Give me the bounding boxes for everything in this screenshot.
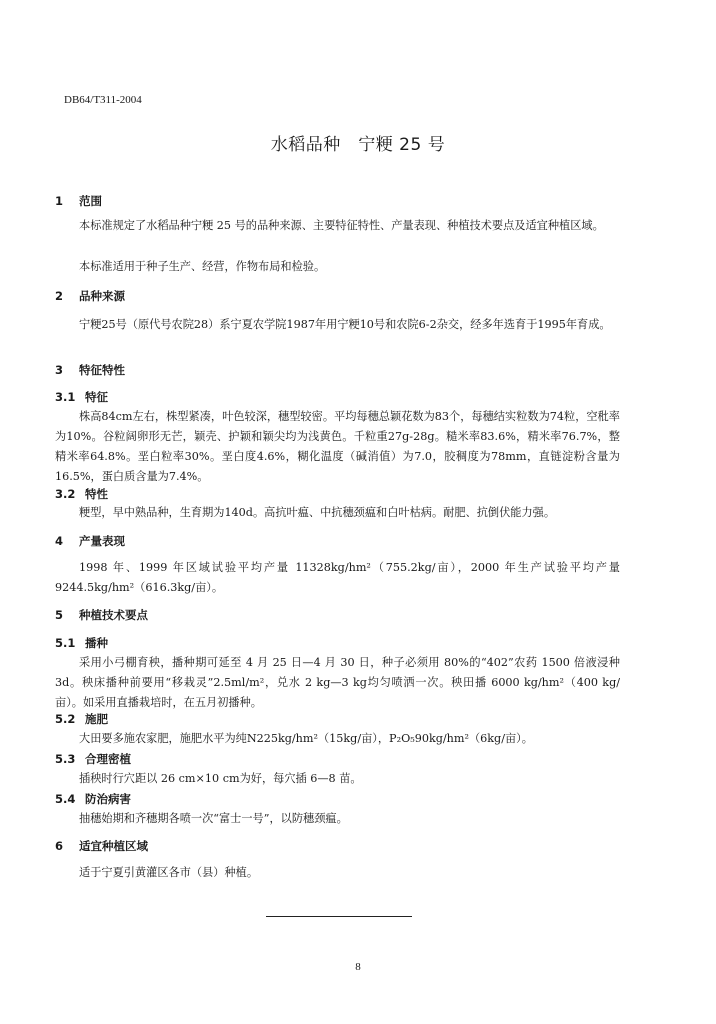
subsection-title: 特征 [85,390,108,404]
subsection-title: 特性 [85,487,108,501]
section-3-heading [55,362,125,378]
section-4-paragraph-1: 1998 年、1999 年区域试验平均产量 11328kg/hm²（755.2kg/亩），2000 年生产试验平均产量9244.5kg/hm²（616.3kg/亩）。 [55,561,620,594]
section-6-heading [55,838,148,854]
subsection-5-3-heading [55,751,131,767]
subsection-5-1-heading [55,635,108,651]
section-1-paragraph-1: 本标准规定了水稻品种宁粳 25 号的品种来源、主要特征特性、产量表现、种植技术要点及适宜种植区域。 [79,219,604,232]
page-number: 8 [355,961,361,973]
standard-code: DB64/T311-2004 [64,94,142,106]
document-title: 水稻品种 宁粳 25 号 [270,135,446,155]
section-1-paragraph-2: 本标准适用于种子生产、经营，作物布局和检验。 [79,260,326,273]
section-6-paragraph-1: 适于宁夏引黄灌区各市（县）种植。 [79,866,259,879]
subsection-number: 3.2 [55,487,76,501]
subsection-3-2-paragraph: 粳型，早中熟品种，生育期为140d。高抗叶瘟、中抗穗颈瘟和白叶枯病。耐肥、抗倒伏能力强。 [79,506,556,519]
subsection-3-2-heading [55,486,108,502]
section-number: 5 [55,608,64,622]
subsection-title: 防治病害 [85,792,131,806]
section-2-paragraph-1: 宁粳25号（原代号农院28）系宁夏农学院1987年用宁粳10号和农院6-2杂交，经多年选育于1995年育成。 [79,318,611,331]
subsection-title: 播种 [85,636,108,650]
section-number: 4 [55,534,64,548]
section-title: 适宜种植区域 [79,839,148,853]
section-title: 产量表现 [79,534,125,548]
subsection-number: 3.1 [55,390,76,404]
section-number: 6 [55,839,64,853]
subsection-title: 施肥 [85,712,108,726]
section-title: 特征特性 [79,363,125,377]
subsection-5-4-paragraph: 抽穗始期和齐穗期各喷一次“富士一号”，以防穗颈瘟。 [79,812,348,825]
subsection-3-1-paragraph: 株高84cm左右，株型紧凑，叶色较深，穗型较密。平均每穗总颖花数为83个，每穗结实粒数为74粒，空秕率为10%。谷粒阔卵形无芒，颖壳、护颖和颖尖均为浅黄色。千粒重27g-28g。糙米率83.6%，精米率76.7%，整精米率64.8%。垩白粒率30%。垩白度4.6%，糊化温度（碱消值）为7.0，胶稠度为78mm，直链淀粉含量为16.5%，蛋白质含量为7.4%。 [55,410,620,483]
subsection-number: 5.3 [55,752,76,766]
subsection-number: 5.4 [55,792,76,806]
subsection-5-3-paragraph: 插秧时行穴距以 26 cm×10 cm为好，每穴插 6—8 苗。 [79,772,362,785]
section-number: 3 [55,363,64,377]
subsection-number: 5.1 [55,636,76,650]
section-number: 2 [55,289,64,303]
end-rule [266,916,412,917]
subsection-3-1-heading [55,389,108,405]
subsection-5-4-heading [55,791,131,807]
section-4-heading [55,533,125,549]
subsection-5-2-paragraph: 大田要多施农家肥，施肥水平为纯N225kg/hm²（15kg/亩），P₂O₅90kg/hm²（6kg/亩）。 [79,732,533,745]
section-number: 1 [55,194,64,208]
section-title: 范围 [79,194,102,208]
section-1-heading [55,193,102,209]
subsection-5-1-paragraph: 采用小弓棚育秧，播种期可延至 4 月 25 日—4 月 30 日，种子必须用 80%的“402”农药 1500 倍液浸种 3d。秧床播种前要用“移栽灵”2.5ml/m²，兑水 2 kg—3 kg均匀喷洒一次。秧田播 6000 kg/hm²（400 kg/亩）。如采用直播栽培时，在五月初播种。 [55,656,620,709]
subsection-title: 合理密植 [85,752,131,766]
section-5-heading [55,607,148,623]
subsection-number: 5.2 [55,712,76,726]
section-title: 品种来源 [79,289,125,303]
subsection-5-2-heading [55,711,108,727]
section-2-heading [55,288,125,304]
section-title: 种植技术要点 [79,608,148,622]
